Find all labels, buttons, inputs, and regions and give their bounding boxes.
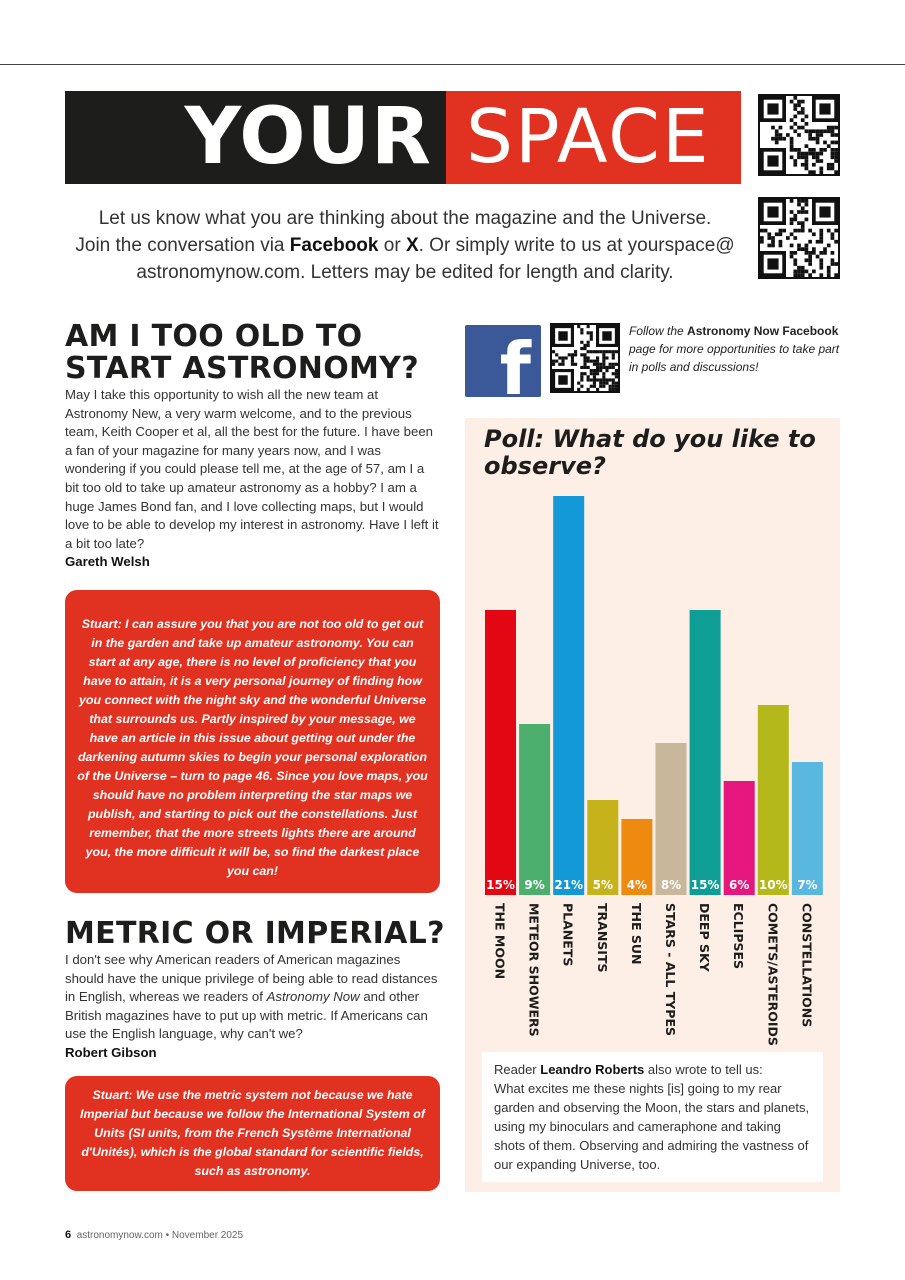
- facebook-f-glyph: f: [499, 327, 531, 397]
- reader-text-part: Reader: [494, 1062, 541, 1077]
- reply-text: We use the metric system not because we hate Imperial but because we follow the International System of Units (SI units, from the French Système International d'Unités), which is the global standard for scientific fields, such as astronomy.: [80, 1088, 425, 1178]
- category-label: THE SUN: [628, 903, 644, 965]
- qr-code-icon[interactable]: [550, 323, 620, 393]
- reply-text: I can assure you that you are not too old to get out in the garden and take up amateur astronomy. You can start at any age, there is no level of proficiency that you have to attain, it is a very personal journey of finding how you connect with the night sky and the wonderful Universe that surrounds us. Partly inspired by your message, we have an article in this issue about getting out under the darkening autumn skies to begin your personal exploration of the Universe – turn to page 46. Since you love maps, you should have no problem interpreting the star maps we publish, and starting to pick out the constellations. Just remember, that the more streets lights there are around you, the more difficult it will be, so find the darkest place you can!: [77, 617, 428, 878]
- intro-line: [60, 232, 750, 259]
- qr-code-icon[interactable]: [758, 94, 840, 176]
- page-number: 6: [65, 1229, 72, 1241]
- letter2-text: I don't see why American readers of American magazines should have the unique privilege of being able to read distances in English, whereas we readers of: [65, 952, 438, 1005]
- bar-value-label: 21%: [554, 878, 584, 892]
- bar-value-label: 9%: [524, 878, 545, 892]
- poll-panel: [465, 418, 840, 1192]
- bar-value-label: 5%: [592, 878, 613, 892]
- reply-author: Stuart:: [81, 617, 122, 631]
- letter2-body: [65, 951, 440, 1063]
- bar-value-label: 15%: [690, 878, 720, 892]
- letter2-text: and other British magazines have to put up with metric. If Americans can use the English language, why can't we?: [65, 989, 428, 1042]
- page-footer: [65, 1229, 243, 1241]
- category-label: TRANSITS: [594, 903, 610, 973]
- intro-facebook: Facebook: [289, 235, 379, 256]
- fb-text-part: Follow the: [629, 324, 688, 338]
- reader-quote: What excites me these nights [is] going to my rear garden and observing the Moon, the stars and planets, using my binoculars and cameraphone and taking shots of them. Observing and admiring the vastness of our expanding Universe, too.: [494, 1081, 810, 1172]
- bar-stars-all-types: [656, 743, 687, 895]
- bar-deep-sky: [690, 610, 721, 895]
- letter1-reply: [65, 590, 440, 893]
- category-label: THE MOON: [492, 903, 508, 980]
- intro-text-part: . Or simply write to us at yourspace@: [418, 235, 735, 256]
- magazine-name: Astronomy Now: [266, 989, 360, 1005]
- facebook-follow-text: [629, 322, 844, 376]
- qr-code-icon[interactable]: [758, 197, 840, 279]
- facebook-icon[interactable]: [465, 325, 541, 397]
- fb-text-part: page for more opportunities to take part in polls and discussions!: [629, 342, 840, 374]
- intro-x: X: [405, 235, 419, 256]
- category-label: ECLIPSES: [731, 903, 747, 970]
- bar-value-label: 10%: [758, 878, 788, 892]
- reader-comment: [482, 1052, 823, 1182]
- bar-value-label: 4%: [626, 878, 648, 892]
- letter1-signature: Gareth Welsh: [65, 554, 150, 570]
- reader-name: Leandro Roberts: [540, 1062, 645, 1077]
- title-your: YOUR: [184, 92, 432, 182]
- category-label: COMETS/ASTEROIDS: [765, 903, 781, 1046]
- top-rule: [0, 64, 905, 65]
- letter1-text: May I take this opportunity to wish all the new team at Astronomy New, a very warm welcome, and to the previous team, Keith Cooper et al, all the best for the future. I have been a fan of your magazine for many years now, and I was wondering if you could please tell me, at the age of 57, am I a bit too old to take up amateur astronomy as a hobby? I am a huge James Bond fan, and I love collecting maps, but I would love to be able to develop my interest in astronomy. Have I left it a bit too late?: [65, 387, 439, 551]
- fb-page-name: Astronomy Now Facebook: [687, 324, 839, 338]
- letter1-body: [65, 386, 440, 572]
- bar-value-label: 15%: [486, 878, 515, 892]
- intro-text: [60, 205, 750, 286]
- bar-meteor-showers: [519, 724, 550, 895]
- poll-title: Poll: What do you like to observe?: [484, 425, 816, 480]
- category-label: CONSTELLATIONS: [799, 903, 815, 1028]
- letter2-reply: [65, 1076, 440, 1191]
- category-label: STARS - ALL TYPES: [663, 903, 678, 1036]
- heading-line: START ASTRONOMY?: [65, 351, 419, 386]
- reader-text-part: also wrote to tell us:: [644, 1062, 763, 1077]
- intro-line: Let us know what you are thinking about the magazine and the Universe.: [98, 208, 712, 229]
- category-label: PLANETS: [560, 903, 576, 967]
- poll-bar-chart: [465, 418, 840, 1052]
- bar-value-label: 8%: [660, 878, 682, 892]
- category-label: DEEP SKY: [697, 903, 713, 972]
- bar-value-label: 7%: [797, 878, 818, 892]
- title-banner-red: [446, 91, 741, 184]
- title-banner-dark: [65, 91, 446, 184]
- letter2-heading: METRIC OR IMPERIAL?: [65, 916, 445, 951]
- heading-line: AM I TOO OLD TO: [65, 319, 363, 354]
- bar-constellations: [792, 762, 823, 895]
- bar-value-label: 6%: [729, 878, 750, 892]
- intro-line: astronomynow.com. Letters may be edited for length and clarity.: [136, 262, 674, 283]
- title-space: SPACE: [466, 94, 711, 180]
- bar-planets: [553, 496, 584, 895]
- bar-the-moon: [485, 610, 516, 895]
- footer-text: astronomynow.com • November 2025: [76, 1230, 244, 1241]
- letter1-heading: [65, 321, 419, 385]
- reply-author: Stuart:: [92, 1088, 133, 1102]
- category-label: METEOR SHOWERS: [526, 903, 542, 1037]
- letter2-signature: Robert Gibson: [65, 1044, 157, 1060]
- intro-text-part: Join the conversation via: [75, 235, 290, 256]
- bar-comets-asteroids: [758, 705, 789, 895]
- intro-text-part: or: [378, 235, 406, 256]
